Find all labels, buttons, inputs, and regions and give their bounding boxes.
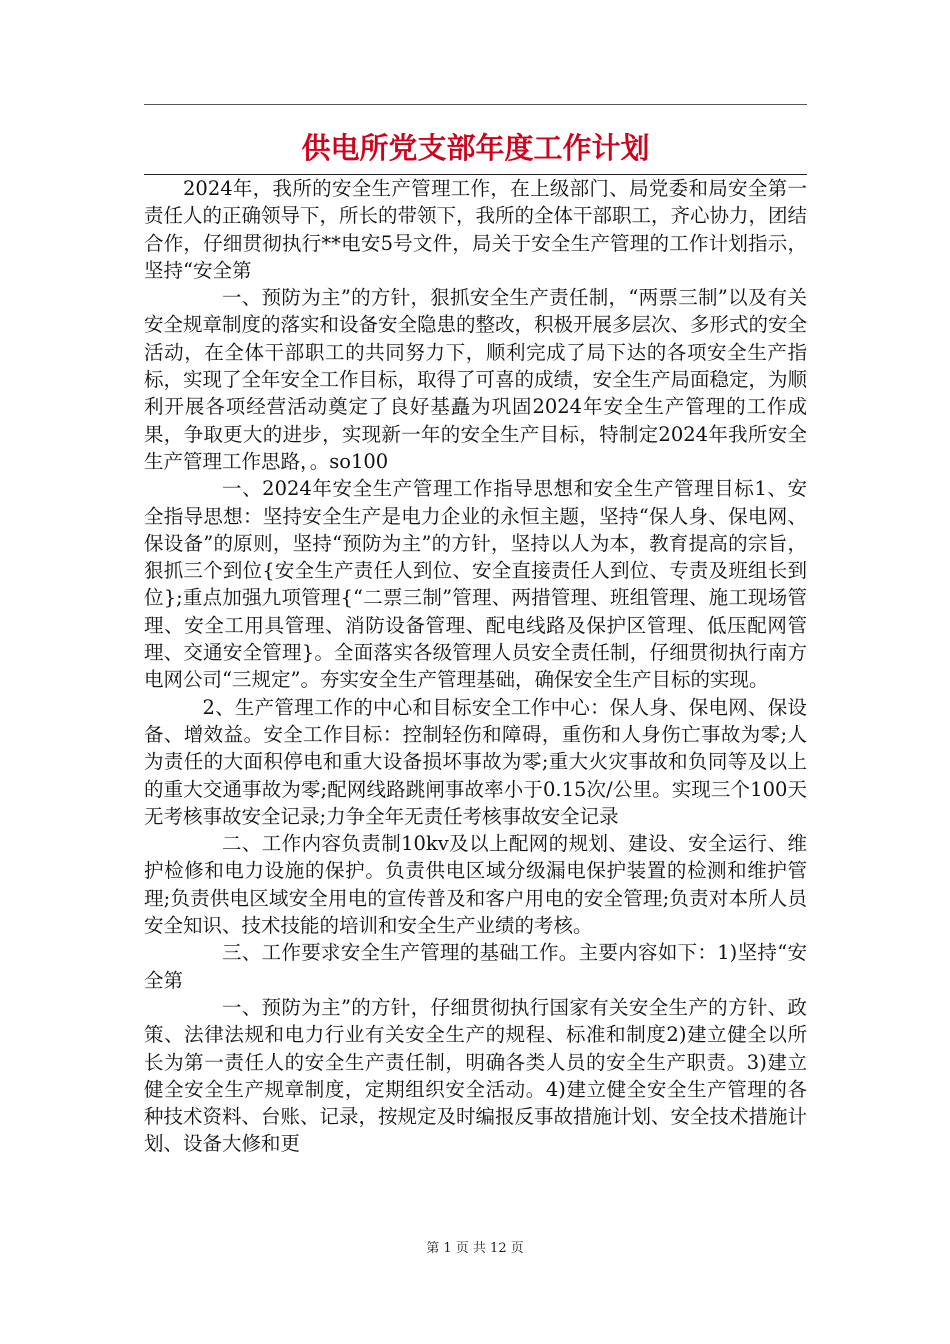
paragraph-5: 二、工作内容负责制10kv及以上配网的规划、建设、安全运行、维护检修和电力设施的保护。负责供电区域分级漏电保护装置的检测和维护管理;负责供电区域安全用电的宣传普及和客户用电的安全管理;负责对本所人员安全知识、技术技能的培训和安全生产业绩的考核。 — [144, 832, 807, 938]
paragraph-7: 一、预防为主”的方针，仔细贯彻执行国家有关安全生产的方针、政策、法律法规和电力行业有关安全生产的规程、标准和制度2)建立健全以所长为第一责任人的安全生产责任制，明确各类人员的安全生产职责。3)建立健全安全生产规章制度，定期组织安全活动。4)建立健全安全生产管理的各种技术资料、台账、记录，按规定及时编报反事故措施计划、安全技术措施计划、设备大修和更 — [144, 995, 808, 1156]
page-number-footer: 第 1 页 共 12 页 — [426, 1241, 524, 1256]
paragraph-2: 一、预防为主”的方针，狠抓安全生产责任制，“两票三制”以及有关安全规章制度的落实和设备安全隐患的整改，积极开展多层次、多形式的安全活动，在全体干部职工的共同努力下，顺利完成了局下达的各项安全生产指标，实现了全年安全工作目标，取得了可喜的成绩，安全生产局面稳定，为顺利开展各项经营活动奠定了良好基矗为巩固2024年安全生产管理的工作成果，争取更大的进步，实现新一年的安全生产目标，特制定2024年我所安全生产管理工作思路，。so100 — [144, 286, 808, 473]
paragraph-1: 2024年，我所的安全生产管理工作，在上级部门、局党委和局安全第一责任人的正确领导下，所长的带领下，我所的全体干部职工，齐心协力，团结合作，仔细贯彻执行**电安5号文件，局关于安全生产管理的工作计划指示，坚持“安全第 — [144, 177, 808, 282]
header-rule — [144, 104, 807, 105]
paragraph-4: 2、生产管理工作的中心和目标安全工作中心：保人身、保电网、保设备、增效益。安全工作目标：控制轻伤和障碍，重伤和人身伤亡事故为零;人为责任的大面积停电和重大设备损坏事故为零;重大火灾事故和负同等及以上的重大交通事故为零;配网线路跳闸事故率小于0.15次/公里。实现三个100天无考核事故安全记录;力争全年无责任考核事故安全记录 — [144, 695, 807, 828]
paragraph-3: 一、2024年安全生产管理工作指导思想和安全生产管理目标1、安全指导思想：坚持安全生产是电力企业的永恒主题，坚持“保人身、保电网、保设备”的原则，坚持“预防为主”的方针，坚持以人为本，教育提高的宗旨，狠抓三个到位{安全生产责任人到位、安全直接责任人到位、专责及班组长到位};重点加强九项管理{“二票三制”管理、两措管理、班组管理、施工现场管理、安全工用具管理、消防设备管理、配电线路及保护区管理、低压配网管理、交通安全管理}。全面落实各级管理人员安全责任制，仔细贯彻执行南方电网公司“三规定”。夯实安全生产管理基础，确保安全生产目标的实现。 — [144, 477, 807, 692]
paragraph-6: 三、工作要求安全生产管理的基础工作。主要内容如下：1)坚持“安全第 — [144, 941, 807, 992]
document-title: 供电所党支部年度工作计划 — [301, 131, 650, 165]
document-body — [144, 175, 807, 1158]
